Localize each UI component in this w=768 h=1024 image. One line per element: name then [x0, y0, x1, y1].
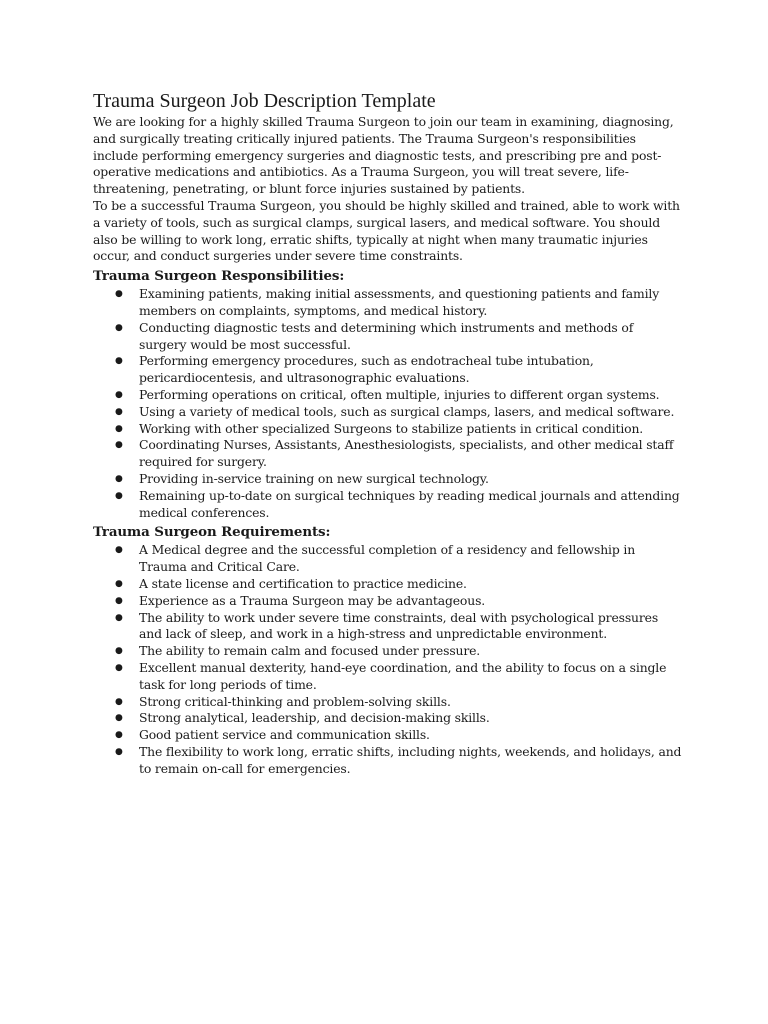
list-item-text: A Medical degree and the successful completion of a residency and fellowship in Trauma and Critical Care.: [139, 542, 636, 575]
bullet-icon: ●: [115, 713, 123, 724]
list-item-text: Providing in-service training on new surgical technology.: [139, 470, 489, 486]
list-item-text: Remaining up-to-date on surgical techniques by reading medical journals and attending medical conferences.: [139, 487, 680, 520]
bullet-icon: ●: [115, 289, 123, 300]
list-item-text: Performing operations on critical, often multiple, injuries to different organ systems.: [139, 386, 660, 402]
list-item: [93, 610, 683, 644]
list-item: [93, 727, 683, 744]
list-item: [93, 387, 683, 404]
list-item: [93, 320, 683, 354]
list-item: [93, 660, 683, 694]
list-item: [93, 576, 683, 593]
bullet-icon: ●: [115, 440, 123, 451]
requirements-heading: Trauma Surgeon Requirements:: [93, 524, 331, 541]
list-item: [93, 593, 683, 610]
list-item: [93, 744, 683, 778]
bullet-icon: ●: [115, 646, 123, 657]
list-item-text: Strong analytical, leadership, and decision-making skills.: [139, 710, 490, 726]
bullet-icon: ●: [115, 578, 123, 589]
intro-paragraph: To be a successful Trauma Surgeon, you should be highly skilled and trained, able to work with a variety of tools, such as surgical clamps, surgical lasers, and medical software. You should also be willing to work long, erratic shifts, typically at night when many traumatic injuries occur, and conduct surgeries under severe time constraints.: [93, 197, 680, 264]
list-item-text: A state license and certification to practice medicine.: [139, 575, 467, 591]
requirements-list: [93, 542, 683, 777]
list-item-text: Coordinating Nurses, Assistants, Anesthesiologists, specialists, and other medical staff required for surgery.: [139, 437, 674, 470]
responsibilities-list: [93, 286, 683, 521]
list-item-text: Strong critical-thinking and problem-solving skills.: [139, 693, 451, 709]
bullet-icon: ●: [115, 696, 123, 707]
bullet-icon: ●: [115, 662, 123, 673]
responsibilities-heading: Trauma Surgeon Responsibilities:: [93, 268, 345, 285]
list-item-text: Conducting diagnostic tests and determining which instruments and methods of surgery would be most successful.: [139, 319, 634, 352]
list-item-text: Excellent manual dexterity, hand-eye coordination, and the ability to focus on a single task for long periods of time.: [139, 659, 667, 692]
list-item-text: The ability to work under severe time constraints, deal with psychological pressures and lack of sleep, and work in a high-stress and unpredictable environment.: [139, 609, 659, 642]
list-item-text: Experience as a Trauma Surgeon may be advantageous.: [139, 592, 486, 608]
list-item-text: Using a variety of medical tools, such as surgical clamps, lasers, and medical software.: [139, 403, 675, 419]
list-item: [93, 404, 683, 421]
list-item-text: Examining patients, making initial assessments, and questioning patients and family members on complaints, symptoms, and medical history.: [139, 286, 660, 318]
list-item: [93, 421, 683, 438]
list-item: [93, 437, 683, 471]
bullet-icon: ●: [115, 545, 123, 556]
bullet-icon: ●: [115, 730, 123, 741]
bullet-icon: ●: [115, 389, 123, 400]
document-title: Trauma Surgeon Job Description Template: [93, 90, 436, 112]
list-item-text: Good patient service and communication skills.: [139, 727, 430, 743]
list-item: [93, 542, 683, 576]
intro-paragraph: We are looking for a highly skilled Trauma Surgeon to join our team in examining, diagnosing, and surgically treating critically injured patients. The Trauma Surgeon's responsibilities include performing emergency surgeries and diagnostic tests, and prescribing pre and post-operative medications and antibiotics. As a Trauma Surgeon, you will treat severe, life-threatening, penetrating, or blunt force injuries sustained by patients.: [93, 114, 674, 197]
bullet-icon: ●: [115, 595, 123, 606]
list-item: [93, 286, 683, 320]
list-item-text: The ability to remain calm and focused under pressure.: [139, 643, 481, 659]
bullet-icon: ●: [115, 322, 123, 333]
bullet-icon: ●: [115, 356, 123, 367]
bullet-icon: ●: [115, 406, 123, 417]
list-item: [93, 694, 683, 711]
list-item-text: Working with other specialized Surgeons to stabilize patients in critical condition.: [139, 420, 644, 436]
list-item: [93, 488, 683, 522]
list-item-text: Performing emergency procedures, such as endotracheal tube intubation, pericardiocentesis, and ultrasonographic evaluations.: [139, 353, 594, 386]
list-item: [93, 353, 683, 387]
bullet-icon: ●: [115, 423, 123, 434]
bullet-icon: ●: [115, 490, 123, 501]
bullet-icon: ●: [115, 746, 123, 757]
list-item: [93, 471, 683, 488]
list-item: [93, 643, 683, 660]
bullet-icon: ●: [115, 473, 123, 484]
list-item-text: The flexibility to work long, erratic shifts, including nights, weekends, and holidays, and to remain on-call for emergencies.: [139, 743, 682, 776]
bullet-icon: ●: [115, 612, 123, 623]
document-page: [93, 88, 683, 777]
list-item: [93, 710, 683, 727]
